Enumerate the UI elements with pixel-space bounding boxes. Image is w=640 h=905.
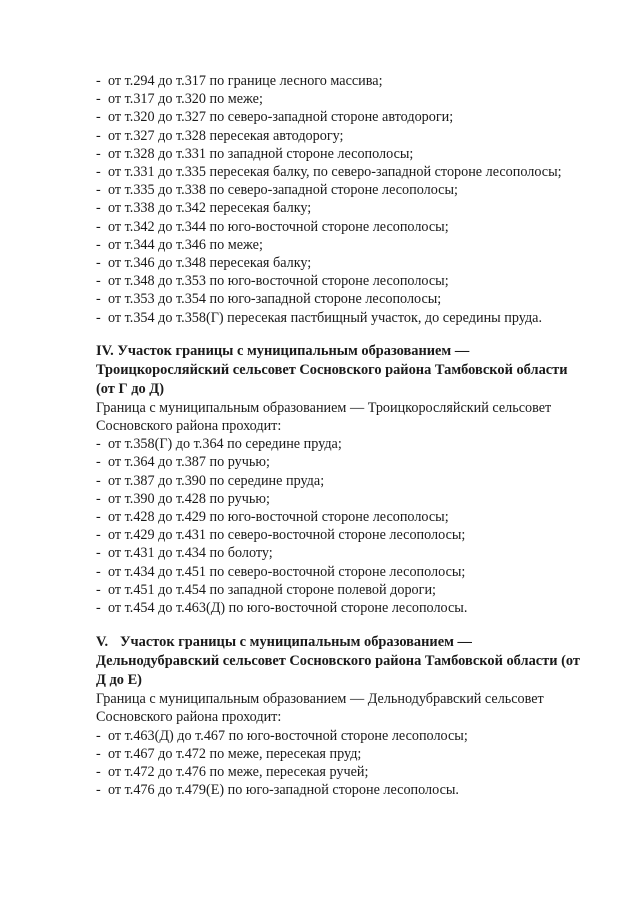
list-item: - от т.331 до т.335 пересекая балку, по северо-западной стороне лесополосы; xyxy=(96,164,562,181)
list-item: - от т.467 до т.472 по меже, пересекая пруд; xyxy=(96,745,362,762)
list-item: - от т.294 до т.317 по границе лесного массива; xyxy=(96,73,383,89)
list-item: - от т.317 до т.320 по меже; xyxy=(96,91,263,108)
list-item: - от т.348 до т.353 по юго-восточной стороне лесополосы; xyxy=(96,273,449,290)
list-item: - от т.390 до т.428 по ручью; xyxy=(96,490,270,507)
list-item: - от т.364 до т.387 по ручью; xyxy=(96,454,270,471)
list-item: - от т.454 до т.463(Д) по юго-восточной стороне лесополосы. xyxy=(96,600,468,617)
section5-boundary-list xyxy=(96,727,626,800)
list-item: - от т.346 до т.348 пересекая балку; xyxy=(96,255,312,272)
section-5 xyxy=(96,633,626,799)
list-item: - от т.353 до т.354 по юго-западной стороне лесополосы; xyxy=(96,291,442,308)
list-item: - от т.429 до т.431 по северо-восточной стороне лесополосы; xyxy=(96,527,466,544)
list-item: - от т.431 до т.434 по болоту; xyxy=(96,545,273,562)
section-4-intro: Граница с муниципальным образованием — Троицкоросляйский сельсовет Сосновского района проходит: xyxy=(96,399,552,435)
section-4 xyxy=(96,342,626,617)
section-5-title: V. Участок границы с муниципальным образованием — Дельнодубравский сельсовет Сосновского района Тамбовской области (от Д до Е) xyxy=(96,634,580,689)
list-item: - от т.451 до т.454 по западной стороне полевой дороги; xyxy=(96,581,437,598)
list-item: - от т.344 до т.346 по меже; xyxy=(96,236,263,253)
list-item: - от т.320 до т.327 по северо-западной стороне автодороги; xyxy=(96,109,454,126)
list-item: - от т.327 до т.328 пересекая автодорогу; xyxy=(96,127,344,144)
list-item: - от т.328 до т.331 по западной стороне лесополосы; xyxy=(96,145,414,162)
list-item: - от т.338 до т.342 пересекая балку; xyxy=(96,200,312,217)
document-page xyxy=(96,72,626,800)
list-item: - от т.358(Г) до т.364 по середине пруда; xyxy=(96,436,342,453)
list-item: - от т.472 до т.476 по меже, пересекая ручей; xyxy=(96,764,369,781)
list-item: - от т.428 до т.429 по юго-восточной стороне лесополосы; xyxy=(96,509,449,526)
list-item: - от т.476 до т.479(Е) по юго-западной стороне лесополосы. xyxy=(96,782,459,799)
list-item: - от т.434 до т.451 по северо-восточной стороне лесополосы; xyxy=(96,563,466,580)
section-4-title: IV. Участок границы с муниципальным образованием — Троицкоросляйский сельсовет Сосновского района Тамбовской области (от Г до Д) xyxy=(96,342,568,397)
list-item: - от т.387 до т.390 по середине пруда; xyxy=(96,472,325,489)
section4-boundary-list xyxy=(96,435,626,617)
list-item: - от т.463(Д) до т.467 по юго-восточной стороне лесополосы; xyxy=(96,727,468,744)
list-item: - от т.335 до т.338 по северо-западной стороне лесополосы; xyxy=(96,182,458,199)
section-5-intro: Граница с муниципальным образованием — Дельнодубравский сельсовет Сосновского района проходит: xyxy=(96,691,544,726)
list-item: - от т.354 до т.358(Г) пересекая пастбищный участок, до середины пруда. xyxy=(96,309,543,326)
section3-boundary-list xyxy=(96,72,626,327)
list-item: - от т.342 до т.344 по юго-восточной стороне лесополосы; xyxy=(96,218,449,235)
